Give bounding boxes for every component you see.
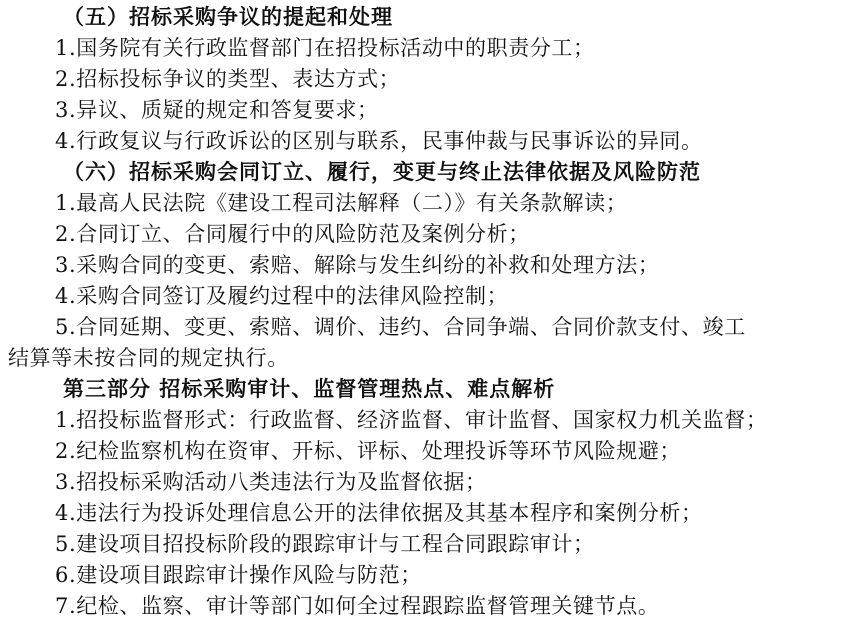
part-3-heading: 第三部分 招标采购审计、监督管理热点、难点解析: [63, 376, 556, 401]
section-6-item-4: 4.采购合同签订及履约过程中的法律风险控制；: [55, 284, 509, 308]
part-3-item-2: 2.纪检监察机构在资审、开标、评标、处理投诉等环节风险规避；: [55, 439, 682, 463]
section-6-heading: （六）招标采购会同订立、履行，变更与终止法律依据及风险防范: [63, 159, 701, 184]
section-6-item-1: 1.最高人民法院《建设工程司法解释（二）》有关条款解读；: [55, 191, 628, 215]
section-6-item-2: 2.合同订立、合同履行中的风险防范及案例分析；: [55, 222, 530, 246]
section-5-heading: （五）招标采购争议的提起和处理: [63, 4, 393, 29]
section-5-item-4: 4.行政复议与行政诉讼的区别与联系，民事仲裁与民事诉讼的异同。: [55, 129, 703, 153]
section-6-item-3: 3.采购合同的变更、索赔、解除与发生纠纷的补救和处理方法；: [55, 253, 660, 277]
part-3-item-3: 3.招投标采购活动八类违法行为及监督依据；: [55, 470, 487, 494]
section-5-item-3: 3.异议、质疑的规定和答复要求；: [55, 98, 379, 122]
section-5-item-1: 1.国务院有关行政监督部门在招投标活动中的职责分工；: [55, 36, 595, 60]
section-6-item-5-continuation: 结算等未按合同的规定执行。: [8, 346, 289, 370]
part-3-item-7: 7.纪检、监察、审计等部门如何全过程跟踪监督管理关键节点。: [55, 594, 660, 618]
part-3-item-1: 1.招投标监督形式：行政监督、经济监督、审计监督、国家权力机关监督；: [55, 408, 768, 432]
part-3-item-4: 4.违法行为投诉处理信息公开的法律依据及其基本程序和案例分析；: [55, 501, 703, 525]
section-6-item-5: 5.合同延期、变更、索赔、调价、违约、合同争端、合同价款支付、竣工: [55, 315, 746, 339]
part-3-item-5: 5.建设项目招投标阶段的跟踪审计与工程合同跟踪审计；: [55, 532, 595, 556]
section-5-item-2: 2.招标投标争议的类型、表达方式；: [55, 67, 401, 91]
part-3-item-6: 6.建设项目跟踪审计操作风险与防范；: [55, 563, 422, 587]
